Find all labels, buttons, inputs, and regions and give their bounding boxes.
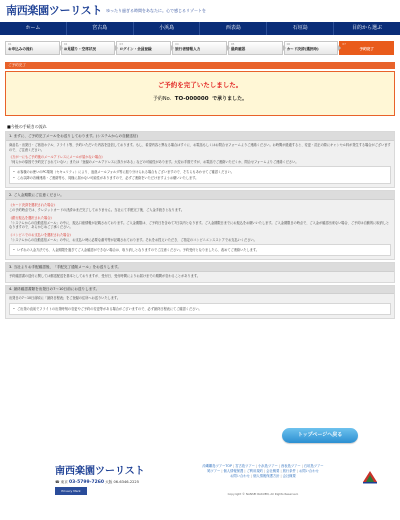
step-label: お申込みの流れ: [8, 47, 34, 51]
reservation-number-label: 予約No.: [152, 95, 172, 102]
note-item: • お客様のお使いのPC環境（セキュリティ）により、迷惑メールフォルダ等に振り分けられる場合もございますので、そちらもあわせてご確認ください。: [13, 170, 387, 174]
footer-link[interactable]: 沖縄離島ツアーTOP: [202, 464, 232, 468]
footer-links: 沖縄離島ツアーTOP | 宮古島ツアー | 小浜島ツアー | 西表島ツアー | 石垣島ツアー 鳩ツアー | 個人情報保護 | ご利用規約 | 会社概要 | 旅行条件 | お問い合わせ お問い合わせ | 個人情報保護方針 | 会社概要: [202, 464, 324, 478]
nav-miyakojima[interactable]: 宮古島: [67, 22, 134, 35]
footer-copyright: Copyright © NANSEI RAKUEN, All Rights Reserved.: [227, 492, 299, 496]
step-7-current: [339, 41, 394, 55]
reservation-number: TO-000000: [174, 95, 209, 102]
panel-text: 「システムからの自動送信メール」の中に、お支払い時に必要な番号等が記載されております。それをお控えいただき、ご指定のコンビニエンスストアでお支払いください。: [9, 237, 257, 242]
footer-link[interactable]: 宮古島ツアー: [235, 464, 255, 468]
step-label: お見積り・空席状況: [63, 47, 97, 51]
panel-warning: 《銀行振込を選択された場合》: [9, 215, 54, 220]
completion-title: ご予約を完了いたしました。: [157, 81, 243, 89]
flow-panel-4: [5, 285, 395, 319]
site-logo[interactable]: 南西楽園ツーリスト: [6, 3, 103, 17]
footer-link[interactable]: 会社概要: [266, 469, 280, 473]
step-number: 07: [342, 42, 346, 46]
footer-logo[interactable]: 南西楽園ツーリスト: [55, 466, 145, 477]
panel-notes: [9, 303, 391, 315]
footer-link[interactable]: 西表島ツアー: [281, 464, 301, 468]
flow-panel-3: [5, 262, 395, 282]
note-item: • いずれの入金方法でも、入金期限を過ぎてご入金確認ができない場合は、取り消しとなりますのでご注意ください。予約受付となりましたら、改めてご連絡いたします。: [13, 248, 387, 252]
site-tagline: ゆったり過ぎる時間をあなたに。心で感じるリゾートを: [106, 8, 207, 14]
step-2: [61, 41, 116, 55]
panel-text: この予約時点では、クレジットカードの決済はまだ完了しておりません。当社にて手配完了後、ご入金手続きとなります。: [9, 208, 185, 213]
step-label: 旅行者情報入力: [175, 47, 201, 51]
nav-kohamajima[interactable]: 小浜島: [134, 22, 201, 35]
panel-text: 予約確認書の送付に関しては郵送配送を基本としておりますが、受付日、受付時間によりお届けまでの期間が変わることがあります。: [9, 274, 200, 279]
step-label: カード決済(選択時): [286, 47, 319, 51]
panel-notes: [9, 166, 391, 184]
footer-link[interactable]: 旅行条件: [282, 469, 296, 473]
section-title-bar: ご予約完了: [5, 62, 395, 69]
reservation-number-line: [6, 96, 394, 103]
nav-by-purpose[interactable]: 目的から選ぶ: [352, 25, 383, 31]
step-1: [5, 41, 60, 55]
footer-link[interactable]: 石垣島ツアー: [303, 464, 324, 468]
booking-steps: [5, 41, 395, 55]
site-footer: [0, 455, 400, 515]
panel-warning: 《コンビニでのお支払いを選択された場合》: [9, 232, 73, 237]
completion-box: [5, 71, 395, 116]
panel-text: 「何らかの原因で予約完了されていない」または「登録のメールアドレスに誤りがある」などの可能性があります。大変お手数ですが、お電話でご連絡いただくか、問合せフォームよりご連絡ください。: [9, 160, 299, 165]
footer-link[interactable]: 個人情報保護: [223, 469, 244, 473]
step-number: 02: [63, 42, 68, 46]
step-label: ログイン・会員登録: [119, 47, 152, 51]
panel-notes: [9, 244, 391, 256]
note-item: • これ以降の各種連絡・ご連絡等も、同様に届かない可能性がありますので、必ずご連絡をいただけますようお願いいたします。: [13, 176, 387, 180]
panel-text: 商品名・出発日・ご宿泊ホテル、フライト等、予約いただいた内容を送信しております。もし、希望内容と異なる場合はすぐに、お電話もしくはお問合せフォームよりご連絡ください。お時間が経過すると、変更・訂正の際にキャンセル料が発生する場合がございますので、ご注意ください。: [9, 143, 391, 152]
footer-tel-label: 東京: [60, 480, 68, 484]
footer-link[interactable]: 小浜島ツアー: [258, 464, 278, 468]
button-row: [0, 428, 400, 448]
back-to-top-button[interactable]: トップページへ戻る: [282, 428, 358, 443]
footer-link[interactable]: ご利用規約: [246, 469, 263, 473]
panel-heading: 3. 当社よりお手配確認後、「手配完了通知メール」をお送りします。: [6, 263, 394, 272]
step-number: 03: [119, 42, 123, 46]
panel-warning: 《カード決済を選択された場合》: [9, 202, 57, 207]
step-number: 01: [8, 42, 12, 46]
nav-iriomotejima[interactable]: 西表島: [200, 22, 267, 35]
flow-panel-1: [5, 131, 395, 188]
step-3: [116, 41, 171, 55]
step-number: 05: [230, 42, 235, 46]
jtb-logo-icon: [362, 470, 378, 484]
footer-phone: [55, 480, 139, 486]
footer-link[interactable]: 会社概要: [282, 474, 296, 478]
panel-heading: 1. まずに、ご予約完了メールをお送りしております。(システムからの自動送信): [6, 132, 394, 141]
step-number: 04: [175, 42, 179, 46]
phone-icon: ☎: [55, 480, 60, 484]
panel-heading: 2. ご入金期限にご注意ください。: [6, 191, 394, 200]
step-number: 06: [286, 42, 291, 46]
footer-link[interactable]: 個人情報保護方針: [253, 474, 280, 478]
note-item: • ご出発の直前でフライトの出発時刻の変更やご予約の変更等がある場合がございますので、必ず最終日程表にてご確認ください。: [13, 307, 387, 311]
global-nav: [0, 22, 400, 35]
panel-text: 「システムからの自動送信メール」の中に、振込口座情報が記載されております。ご入金期限は、ご予約日を含めて7日以内となります。ご入金期限日までにお振込をお願いいたします。ご入金期限日の時点で、ご入金が確認出来ない場合、ご予約は自動的に取消しとなりますので、あらかじめご了承ください。: [9, 220, 390, 230]
nav-ishigakijima[interactable]: 石垣島: [267, 22, 334, 35]
reservation-number-suffix: で承りました。: [212, 95, 248, 102]
flow-heading: ■今後の手続きの流れ: [7, 124, 47, 129]
step-label: 最終確認: [230, 47, 246, 51]
footer-tel: 03-5799-7260: [68, 480, 105, 485]
step-label: 予約完了: [359, 47, 374, 51]
privacy-mark-badge: Privacy Mark: [55, 487, 87, 495]
step-4: [172, 41, 227, 55]
step-6: [284, 41, 339, 55]
flow-panel-2: [5, 190, 395, 260]
panel-heading: 4. 最終確認書類を出発日の7～10日前にお送りします。: [6, 286, 394, 295]
step-5: [228, 41, 283, 55]
footer-link[interactable]: お問い合わせ: [230, 474, 250, 478]
footer-tel2: 大阪 06-6346-2225: [105, 480, 139, 484]
footer-link[interactable]: お問い合わせ: [299, 469, 319, 473]
nav-home[interactable]: ホーム: [0, 22, 67, 35]
panel-text: 出発日の7～10日前頃に「最終日程表」をご登録の住所へお送りいたします。: [9, 296, 121, 301]
panel-warning: 《万が一にもご予約後のメールアドレスにメールが届かない場合》: [9, 154, 105, 159]
site-header: [0, 0, 400, 22]
footer-link[interactable]: 鳩ツアー: [207, 469, 221, 473]
